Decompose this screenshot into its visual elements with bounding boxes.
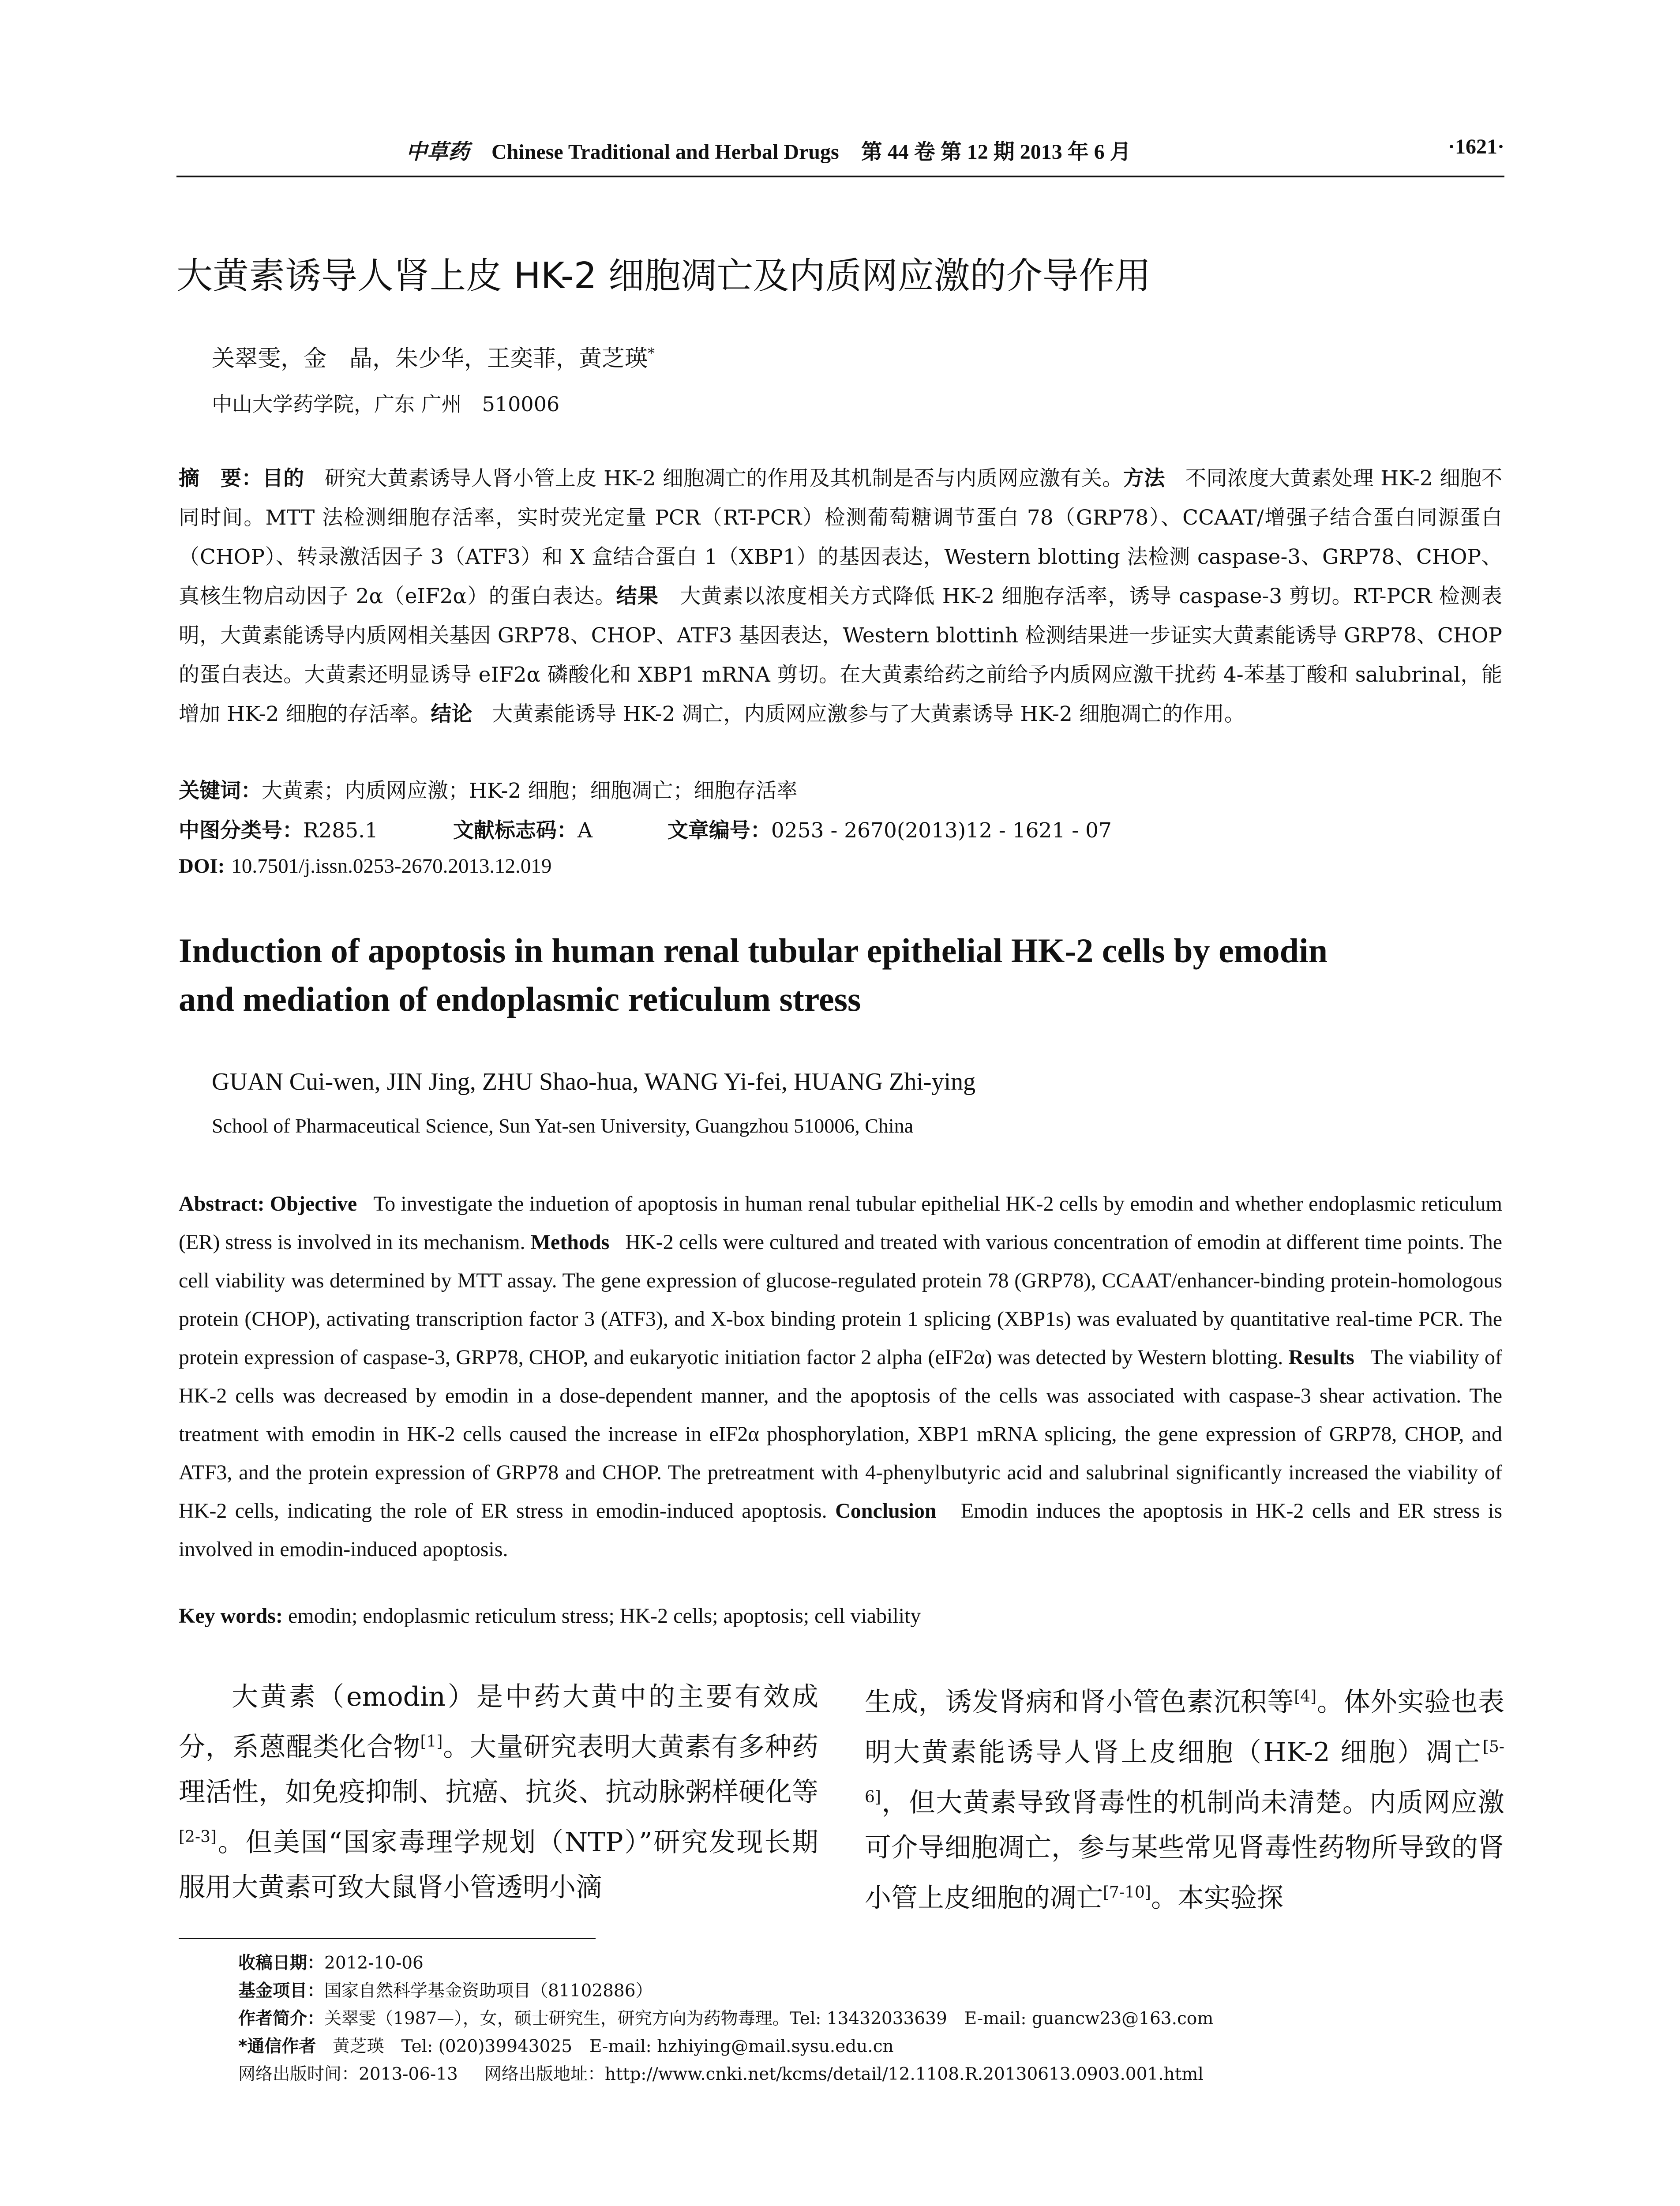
fund-label: 基金项目： [238, 1981, 325, 2001]
keywords-cn [179, 774, 797, 804]
authors-en: GUAN Cui-wen, JIN Jing, ZHU Shao-hua, WANG Yi-fei, HUANG Zhi-ying [212, 1068, 976, 1095]
doc-code-value: A [577, 818, 592, 843]
results-cn-label: 结果 [616, 584, 659, 608]
fund-info [238, 1977, 1500, 2005]
received-value: 2012-10-06 [324, 1953, 424, 1973]
results-en: The viability of HK-2 cells was decreased by emodin in a dose-dependent manner, and the apoptosis of the cells was associated with caspase-3 shear activation. The treatment with emodin in HK-2 cells caused the increase in eIF2α phosphorylation, XBP1 mRNA splicing, the gene expression of GRP78, CHOP, and ATF3, and the protein expression of GRP78 and CHOP. The pretreatment with 4-phenylbutyric acid and salubrinal significantly increased the viability of HK-2 cells, indicating the role of ER stress in emodin-induced apoptosis. [179, 1346, 1503, 1523]
keywords-en-label: Key words: [179, 1604, 283, 1628]
results-en-label: Results [1288, 1346, 1354, 1369]
title-en-line1: Induction of apoptosis in human renal tubular epithelial HK-2 cells by emodin [179, 931, 1328, 970]
title-cn: 大黄素诱导人肾上皮 HK-2 细胞凋亡及内质网应激的介导作用 [176, 255, 1151, 297]
abstract-cn [179, 459, 1502, 734]
conclusion-en: Emodin induces the apoptosis in HK-2 cells and ER stress is involved in emodin-induced apoptosis. [179, 1499, 1502, 1561]
citation[interactable]: [5-6] [865, 1738, 1504, 1806]
footnotes [238, 1949, 1500, 2088]
conclusion-cn-label: 结论 [431, 702, 472, 726]
doc-code-label: 文献标志码： [453, 818, 578, 843]
authors-cn-text: 关翠雯，金 晶，朱少华，王奕菲，黄芝瑛 [212, 345, 648, 372]
online-url[interactable]: 网络出版地址：http://www.cnki.net/kcms/detail/12.1108.R.20130613.0903.001.html [484, 2064, 1204, 2084]
citation[interactable]: [7-10] [1103, 1883, 1151, 1902]
body-text: 。体外实验也表明大黄素能诱导人肾上皮细胞（HK-2 细胞）凋亡 [865, 1687, 1505, 1768]
citation[interactable]: [1] [420, 1733, 443, 1751]
methods-cn: 不同浓度大黄素处理 HK-2 细胞不同时间。MTT 法检测细胞存活率，实时荧光定量 PCR（RT-PCR）检测葡萄糖调节蛋白 78（GRP78）、CCAAT/增强子结合蛋白同源蛋白（CHOP）、转录激活因子 3（ATF3）和 X 盒结合蛋白 1（XBP1）的基因表达，Western blotting 法检测 caspase-3、GRP78、CHOP、真核生物启动因子 2α（eIF2α）的蛋白表达。 [179, 466, 1503, 608]
doi-line [179, 854, 551, 878]
corresponding-mark: * [648, 345, 655, 362]
title-en [179, 927, 1502, 1024]
footnote-rule [179, 1938, 596, 1939]
header-rule [176, 176, 1504, 177]
online-time: 网络出版时间：2013-06-13 [238, 2064, 458, 2084]
classification-line [179, 814, 1112, 844]
affiliation-en: School of Pharmaceutical Science, Sun Yat-sen University, Guangzhou 510006, China [212, 1114, 914, 1137]
abstract-en [179, 1185, 1502, 1568]
journal-name-cn: 中草药 [406, 139, 470, 164]
body-text: 。但美国“国家毒理学规划（NTP）”研究发现长期服用大黄素可致大鼠肾小管透明小滴 [179, 1827, 818, 1903]
article-no-label: 文章编号： [667, 818, 771, 843]
abstract-en-label: Abstract: Objective [179, 1192, 357, 1216]
conclusion-en-label: Conclusion [835, 1499, 937, 1523]
volume-issue: 第 44 卷 第 12 期 2013 年 6 月 [861, 140, 1131, 164]
affiliation-cn: 中山大学药学院，广东 广州 510006 [212, 392, 560, 416]
authors-cn [212, 340, 655, 373]
objective-en: To investigate the induetion of apoptosis in human renal tubular epithelial HK-2 cells by emodin and whether endoplasmic reticulum (ER) stress is involved in its mechanism. [179, 1192, 1503, 1254]
article-no-value: 0253 - 2670(2013)12 - 1621 - 07 [771, 818, 1112, 843]
body-right-column [865, 1674, 1504, 1921]
online-info [238, 2060, 1500, 2088]
body-left-column [179, 1674, 818, 1910]
running-header [176, 135, 1504, 165]
journal-info [406, 135, 1148, 165]
methods-cn-label: 方法 [1123, 466, 1165, 491]
body-text: 。本实验探 [1151, 1883, 1283, 1913]
body-text: 。大量研究表明大黄素有多种药理活性，如免疫抑制、抗癌、抗炎、抗动脉粥样硬化等 [179, 1732, 819, 1808]
body-text: 大黄素（emodin）是中药大黄中的主要有效成分，系蒽醌类化合物 [179, 1681, 818, 1763]
doi-value: 10.7501/j.issn.0253-2670.2013.12.019 [231, 855, 552, 878]
author-info [238, 2005, 1500, 2033]
journal-name-en: Chinese Traditional and Herbal Drugs [491, 140, 839, 164]
body-text: ，但大黄素导致肾毒性的机制尚未清楚。内质网应激可介导细胞凋亡，参与某些常见肾毒性药物所导致的肾小管上皮细胞的凋亡 [865, 1787, 1504, 1913]
methods-en: HK-2 cells were cultured and treated with various concentration of emodin at different time points. The cell viability was determined by MTT assay. The gene expression of glucose-regulated protein 78 (GRP78), CCAAT/enhancer-binding protein-homologous protein (CHOP), activating transcription factor 3 (ATF3), and X-box binding protein 1 splicing (XBP1s) was evaluated by quantitative real-time PCR. The protein expression of caspase-3, GRP78, CHOP, and eukaryotic initiation factor 2 alpha (eIF2α) was detected by Western blotting. [179, 1231, 1502, 1369]
citation[interactable]: [4] [1294, 1688, 1317, 1706]
page-number: ·1621· [1448, 135, 1504, 158]
objective-cn: 研究大黄素诱导人肾小管上皮 HK-2 细胞凋亡的作用及其机制是否与内质网应激有关。 [324, 466, 1123, 491]
received-label: 收稿日期： [238, 1953, 325, 1973]
keywords-en [179, 1604, 921, 1628]
results-cn: 大黄素以浓度相关方式降低 HK-2 细胞存活率，诱导 caspase-3 剪切。RT-PCR 检测表明，大黄素能诱导内质网相关基因 GRP78、CHOP、ATF3 基因表达，Western blottinh 检测结果进一步证实大黄素能诱导 GRP78、CHOP 的蛋白表达。大黄素还明显诱导 eIF2α 磷酸化和 XBP1 mRNA 剪切。在大黄素给药之前给予内质网应激干扰药 4-苯基丁酸和 salubrinal，能增加 HK-2 细胞的存活率。 [179, 584, 1503, 726]
body-text: 生成，诱发肾病和肾小管色素沉积等 [865, 1687, 1294, 1718]
objective-cn-label: 目的 [262, 466, 304, 491]
corresponding-author [238, 2033, 1500, 2060]
corr-label: *通信作者 [238, 2037, 316, 2056]
methods-en-label: Methods [530, 1231, 610, 1254]
author-value: 关翠雯（1987—），女，硕士研究生，研究方向为药物毒理。Tel: 13432033639 E-mail: guancw23@163.com [324, 2009, 1214, 2029]
citation[interactable]: [2-3] [179, 1828, 217, 1846]
conclusion-cn: 大黄素能诱导 HK-2 凋亡，内质网应激参与了大黄素诱导 HK-2 细胞凋亡的作用。 [492, 702, 1245, 726]
received-date [238, 1949, 1500, 1977]
doi-label: DOI: [179, 855, 225, 878]
title-en-line2: and mediation of endoplasmic reticulum stress [179, 980, 861, 1018]
clc-label: 中图分类号： [179, 818, 303, 843]
abstract-cn-label: 摘 要： [179, 466, 262, 491]
author-label: 作者简介： [238, 2009, 325, 2029]
fund-value: 国家自然科学基金资助项目（81102886） [324, 1981, 653, 2001]
clc-value: R285.1 [303, 818, 378, 843]
keywords-cn-label: 关键词： [179, 779, 262, 803]
corr-value: 黄芝瑛 Tel: (020)39943025 E-mail: hzhiying@mail.sysu.edu.cn [332, 2037, 894, 2056]
keywords-cn-text: 大黄素；内质网应激；HK-2 细胞；细胞凋亡；细胞存活率 [262, 779, 798, 803]
keywords-en-text: emodin; endoplasmic reticulum stress; HK-2 cells; apoptosis; cell viability [288, 1604, 921, 1628]
